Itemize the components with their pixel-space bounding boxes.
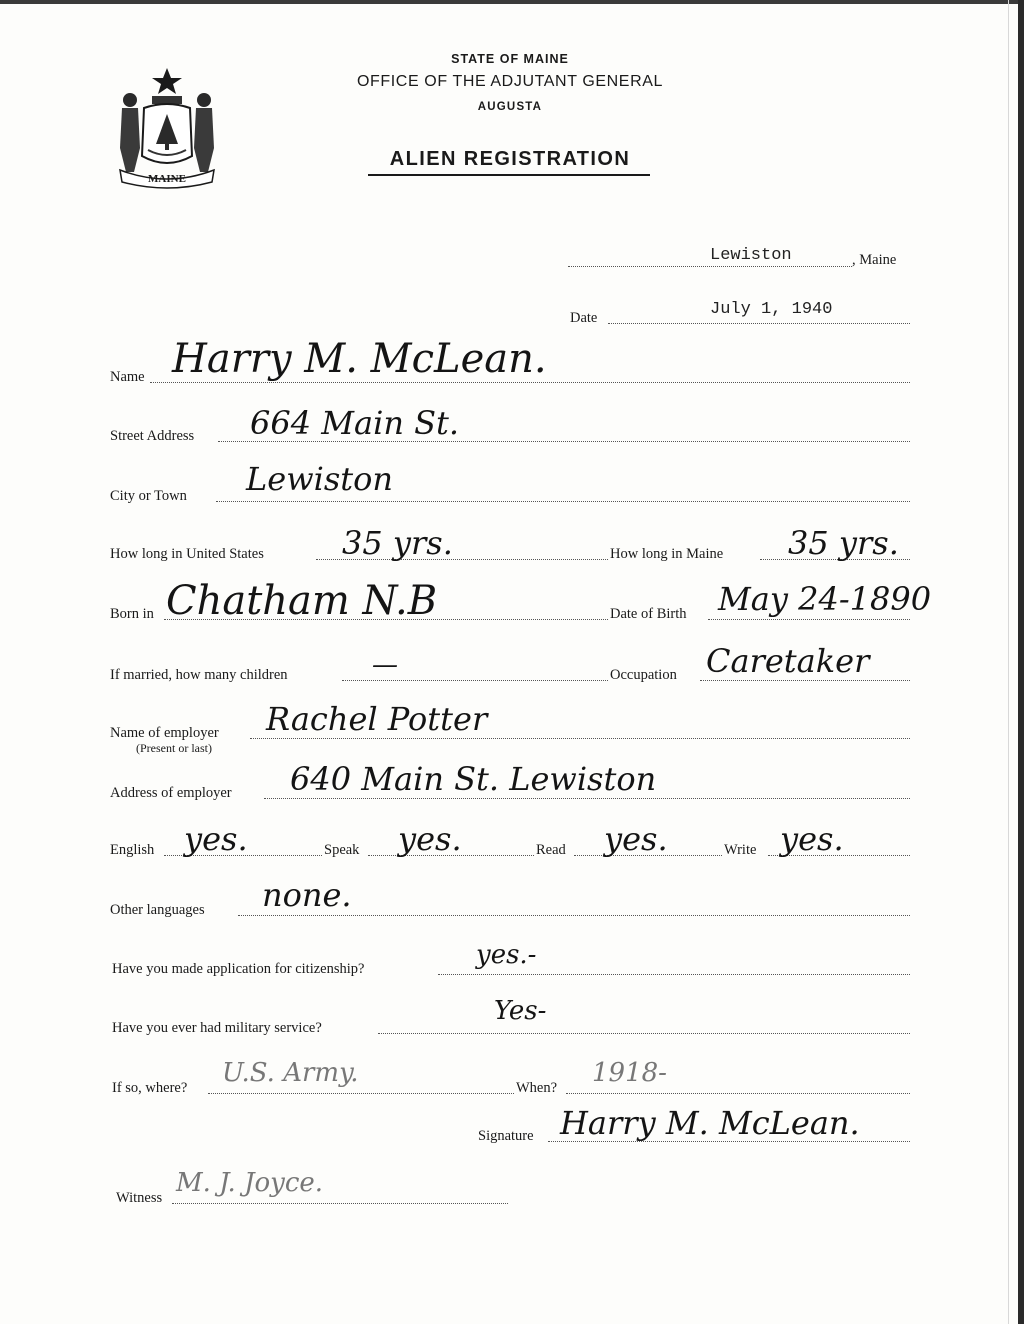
witness-value: M. J. Joyce. — [176, 1168, 324, 1198]
maine-state-seal-icon — [108, 64, 226, 190]
location-value: Lewiston — [710, 246, 792, 265]
when-line — [566, 1093, 910, 1094]
witness-label: Witness — [116, 1190, 163, 1206]
where-line — [208, 1093, 514, 1094]
title-underline — [368, 174, 650, 176]
other-languages-label: Other languages — [110, 902, 205, 918]
header-office: OFFICE OF THE ADJUTANT GENERAL — [356, 73, 664, 90]
children-label: If married, how many children — [110, 667, 288, 683]
dob-line — [708, 619, 910, 620]
speak-label: Speak — [324, 842, 360, 858]
occupation-label: Occupation — [610, 667, 677, 683]
seal-banner-text: MAINE — [148, 173, 186, 185]
how-long-maine-label: How long in Maine — [610, 546, 724, 562]
occupation-line — [700, 680, 910, 681]
location-suffix: , Maine — [852, 252, 897, 268]
name-line — [150, 382, 910, 383]
scan-edge-right — [1018, 0, 1024, 1324]
when-label: When? — [516, 1080, 558, 1096]
city-line — [216, 501, 910, 502]
english-value: yes. — [184, 820, 248, 858]
employer-label: Name of employer — [110, 725, 219, 741]
other-languages-line — [238, 915, 910, 916]
employer-line — [250, 738, 910, 739]
dob-label: Date of Birth — [610, 606, 687, 622]
signature-label: Signature — [478, 1128, 534, 1144]
how-long-us-label: How long in United States — [110, 546, 264, 562]
where-value: U.S. Army. — [222, 1058, 359, 1088]
form-title: ALIEN REGISTRATION — [389, 148, 631, 170]
children-line — [342, 680, 608, 681]
where-label: If so, where? — [112, 1080, 188, 1096]
employer-value: Rachel Potter — [266, 700, 488, 738]
employer-address-label: Address of employer — [110, 785, 232, 801]
born-in-value: Chatham N.B — [166, 578, 438, 624]
location-line — [568, 266, 852, 267]
read-label: Read — [536, 842, 566, 858]
write-label: Write — [724, 842, 757, 858]
street-address-value: 664 Main St. — [250, 404, 460, 442]
citizenship-value: yes.- — [476, 940, 537, 970]
name-value: Harry M. McLean. — [172, 336, 547, 382]
fold-line — [1008, 0, 1009, 1324]
english-label: English — [110, 842, 155, 858]
date-line — [608, 323, 910, 324]
city-label: City or Town — [110, 488, 187, 504]
citizenship-line — [438, 974, 910, 975]
speak-value: yes. — [398, 820, 462, 858]
read-value: yes. — [604, 820, 668, 858]
when-value: 1918- — [592, 1058, 667, 1088]
signature-value: Harry M. McLean. — [560, 1104, 860, 1142]
header-state: STATE OF MAINE — [451, 52, 569, 66]
citizenship-label: Have you made application for citizenship? — [112, 961, 365, 977]
military-label: Have you ever had military service? — [112, 1020, 322, 1036]
write-value: yes. — [780, 820, 844, 858]
dob-value: May 24-1890 — [718, 580, 932, 618]
how-long-maine-value: 35 yrs. — [788, 524, 899, 562]
how-long-us-value: 35 yrs. — [342, 524, 453, 562]
witness-line — [172, 1203, 508, 1204]
city-value: Lewiston — [246, 460, 393, 498]
name-label: Name — [110, 369, 145, 385]
employer-address-value: 640 Main St. Lewiston — [290, 760, 657, 798]
military-line — [378, 1033, 910, 1034]
born-in-label: Born in — [110, 606, 154, 622]
street-address-label: Street Address — [110, 428, 195, 444]
employer-address-line — [264, 798, 910, 799]
employer-sublabel: (Present or last) — [136, 741, 212, 755]
date-label: Date — [570, 310, 598, 326]
scan-edge-top — [0, 0, 1024, 4]
children-value: — — [372, 650, 398, 680]
military-value: Yes- — [494, 996, 547, 1026]
occupation-value: Caretaker — [706, 642, 870, 680]
other-languages-value: none. — [262, 876, 352, 914]
date-value: July 1, 1940 — [710, 300, 833, 319]
header-city: AUGUSTA — [477, 101, 543, 113]
